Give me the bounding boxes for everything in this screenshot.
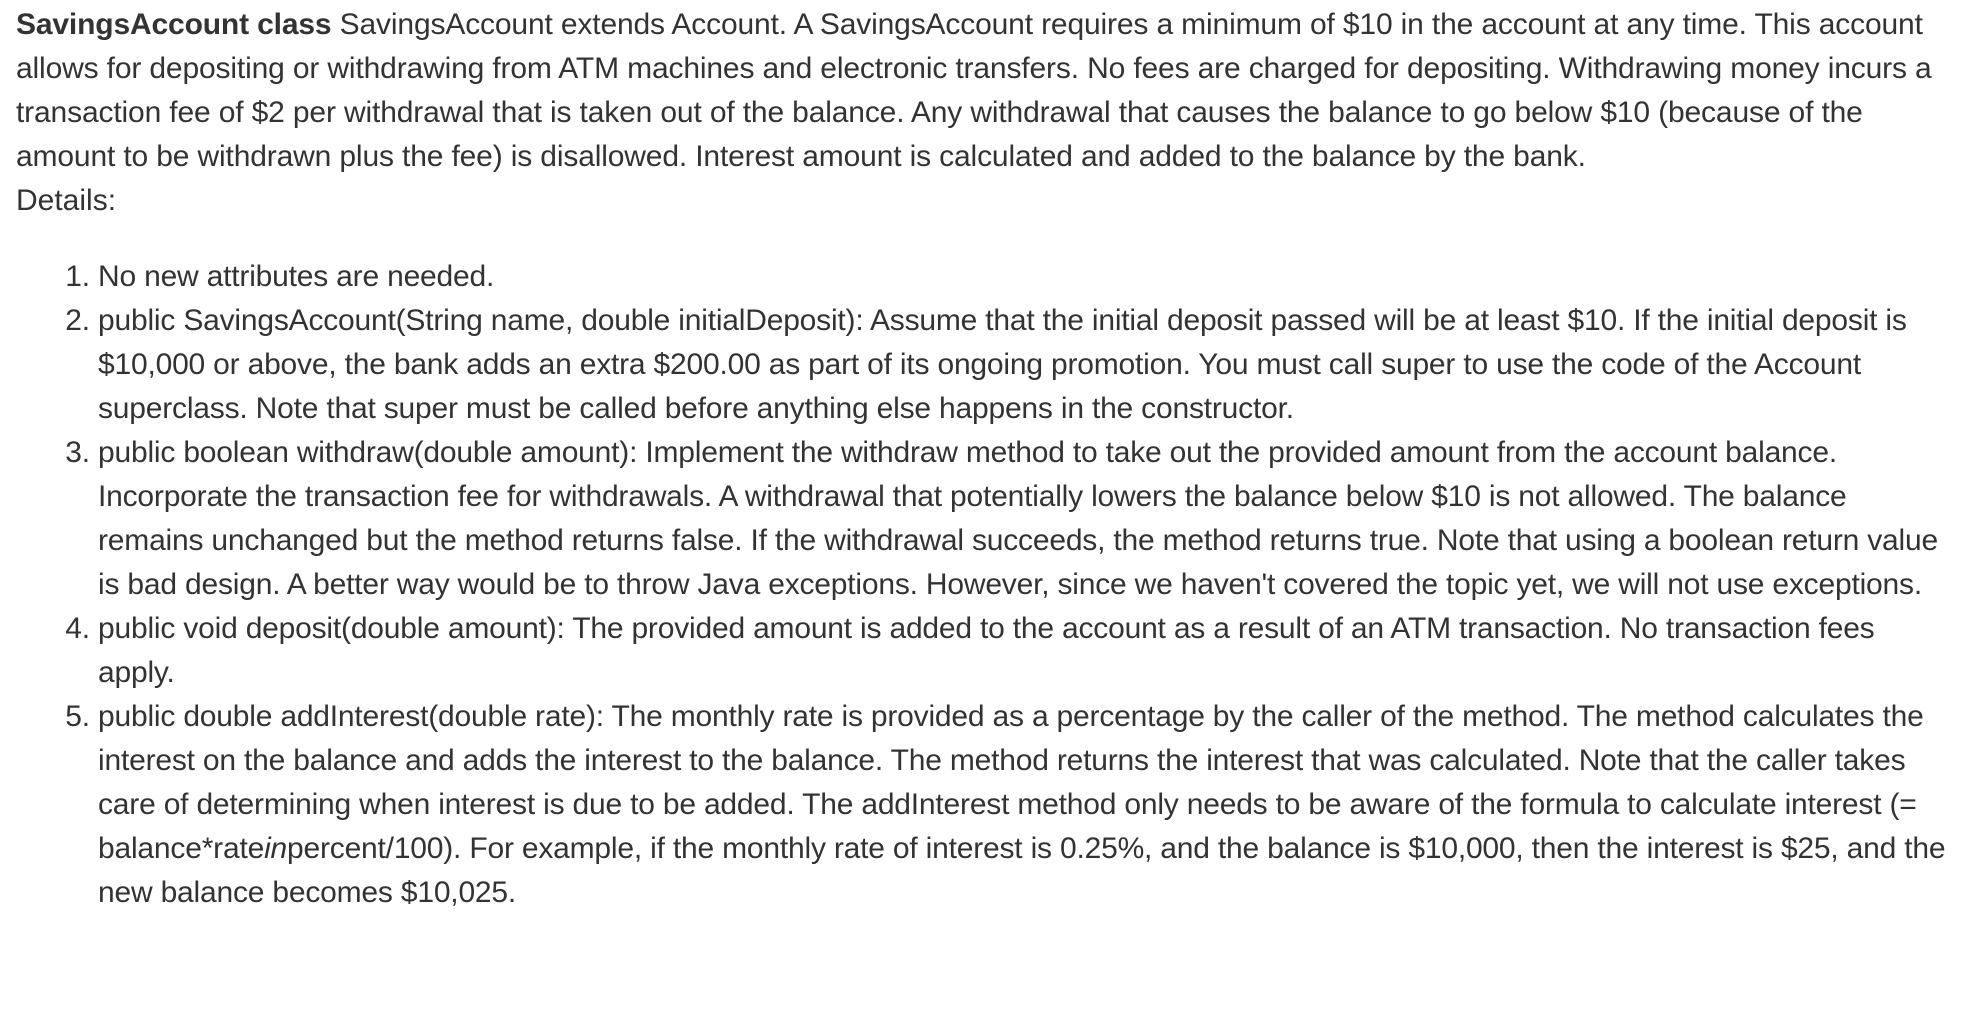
intro-body: SavingsAccount extends Account. A SavingsAccount requires a minimum of $10 in the account at any time. This account allows for depositing or withdrawing from ATM machines and electronic transfers. No fees are charged for depositing. Withdrawing money incurs a transaction fee of $2 per withdrawal that is taken out of the balance. Any withdrawal that causes the balance to go below $10 (because of the amount to be withdrawn plus the fee) is disallowed. Interest amount is calculated and added to the balance by the bank. [16,8,1932,173]
item5-text-after: percent/100). For example, if the monthly rate of interest is 0.25%, and the balance is $10,000, then the interest is $25, and the new balance becomes $10,025. [98,832,1946,909]
list-item [98,695,1952,915]
item5-text-before: public double addInterest(double rate): The monthly rate is provided as a percentage by the caller of the method. The method calculates the interest on the balance and adds the interest to the balance. The method returns the interest that was calculated. Note that the caller takes care of determining when interest is due to be added. The addInterest method only needs to be aware of the formula to calculate interest (= balance*rate [98,700,1924,865]
list-item: 4. public void deposit(double amount): The provided amount is added to the account as a result of an ATM transaction. No transaction fees apply. [98,607,1952,695]
item5-italic-text: in [264,832,288,865]
details-list [16,255,1952,915]
intro-paragraph [16,3,1952,179]
list-item: 2. public SavingsAccount(String name, double initialDeposit): Assume that the initial deposit passed will be at least $10. If the initial deposit is $10,000 or above, the bank adds an extra $200.00 as part of its ongoing promotion. You must call super to use the code of the Account superclass. Note that super must be called before anything else happens in the constructor. [98,299,1952,431]
list-item: 3. public boolean withdraw(double amount): Implement the withdraw method to take out the provided amount from the account balance. Incorporate the transaction fee for withdrawals. A withdrawal that potentially lowers the balance below $10 is not allowed. The balance remains unchanged but the method returns false. If the withdrawal succeeds, the method returns true. Note that using a boolean return value is bad design. A better way would be to throw Java exceptions. However, since we haven't covered the topic yet, we will not use exceptions. [98,431,1952,607]
class-title: SavingsAccount class [16,8,332,41]
list-item: 1. No new attributes are needed. [98,255,1952,299]
details-label: Details: [16,184,117,217]
